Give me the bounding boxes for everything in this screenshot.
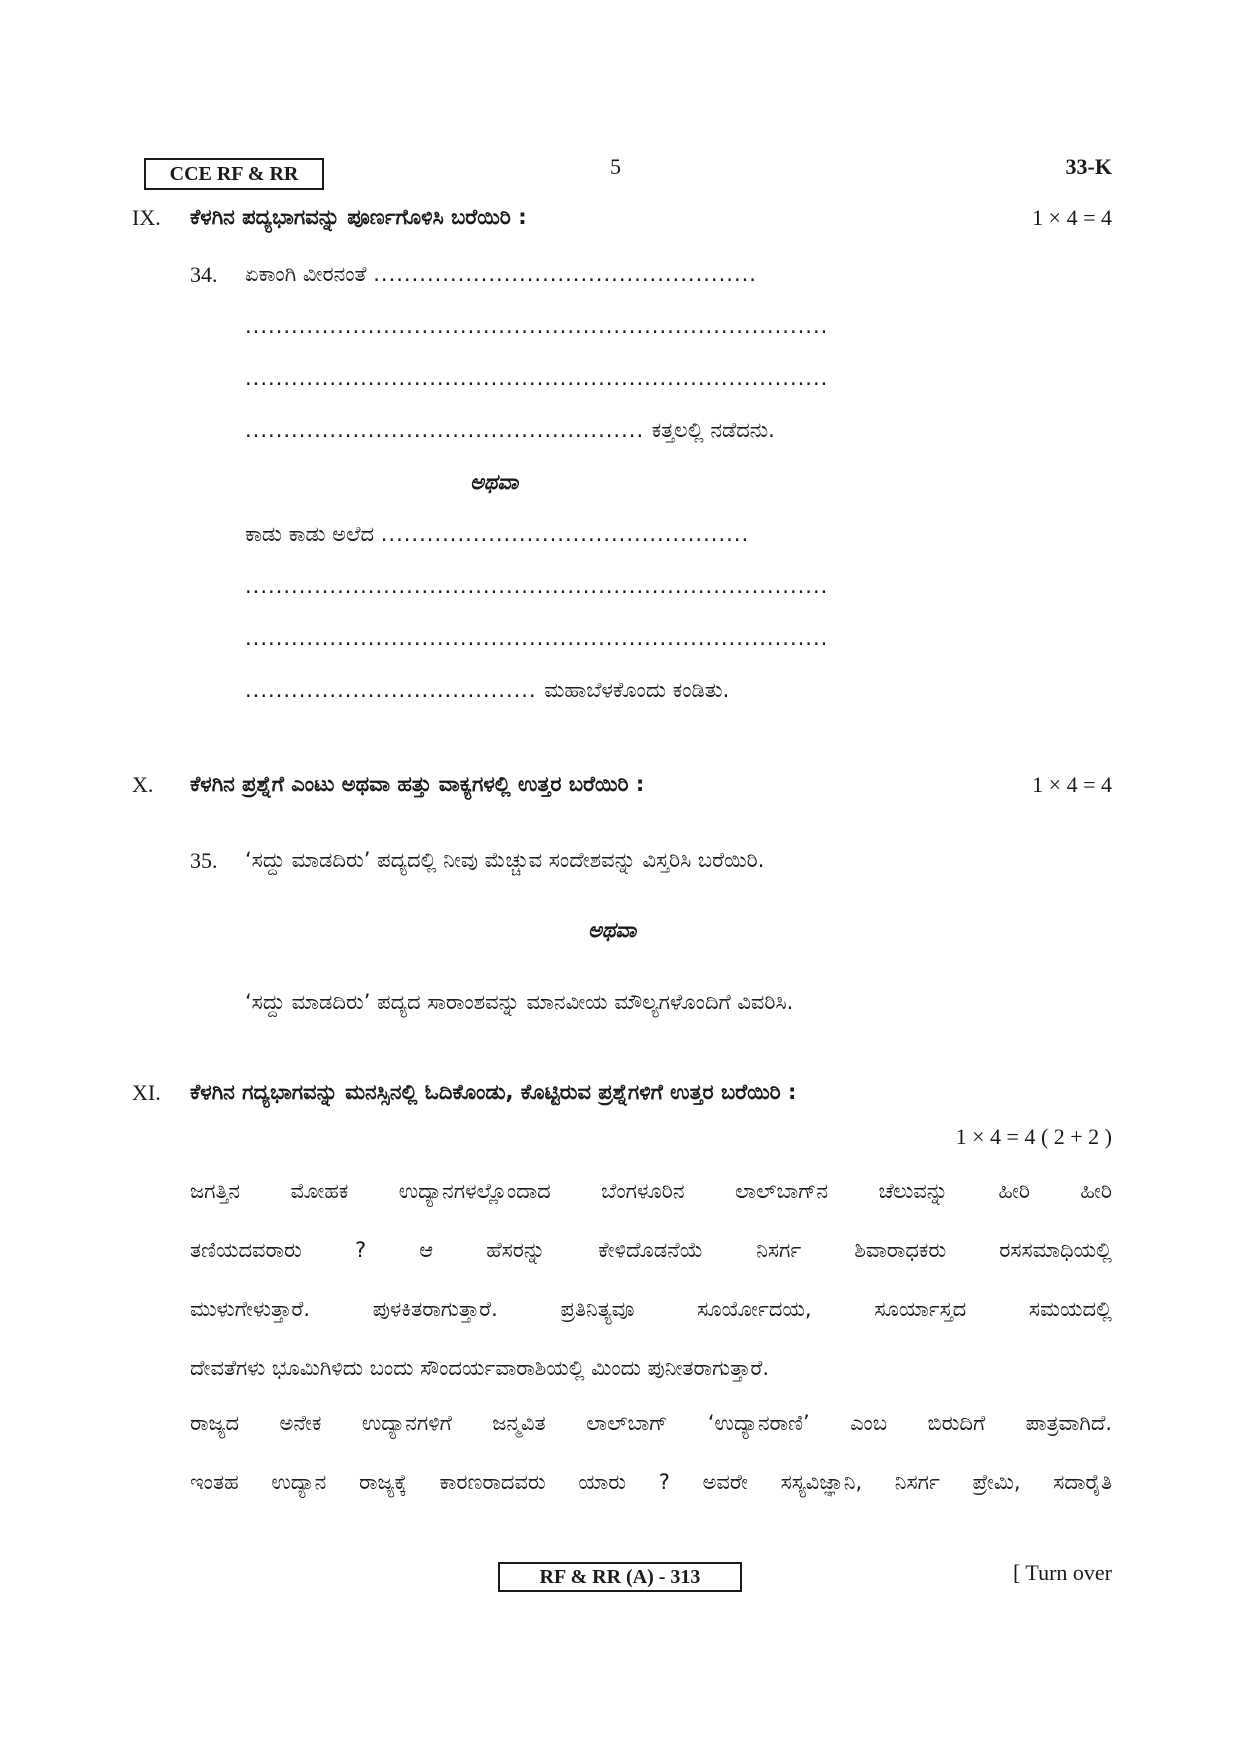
passage-paragraph-2 bbox=[190, 1394, 1112, 1512]
section-x-marks: 1 × 4 = 4 bbox=[1032, 772, 1112, 797]
passage-line: ಇಂತಹ ಉದ್ಯಾನ ರಾಜ್ಯಕ್ಕೆ ಕಾರಣರಾದವರು ಯಾರು ? ಅವರೇ ಸಸ್ಯವಿಜ್ಞಾನಿ, ನಿಸರ್ಗ ಪ್ರೇಮಿ, ಸದಾರೈತಿ bbox=[190, 1470, 1112, 1494]
section-xi-instruction: ಕೆಳಗಿನ ಗದ್ಯಭಾಗವನ್ನು ಮನಸ್ಸಿನಲ್ಲಿ ಓದಿಕೊಂಡು, ಕೊಟ್ಟಿರುವ ಪ್ರಶ್ನೆಗಳಿಗೆ ಉತ್ತರ ಬರೆಯಿರಿ : bbox=[190, 1080, 797, 1104]
poem-option2-line3-blank: ............................................................................ bbox=[245, 626, 829, 650]
poem-option1-start: ಏಕಾಂಗಿ ವೀರನಂತೆ bbox=[245, 262, 367, 286]
passage-line: ರಾಜ್ಯದ ಅನೇಕ ಉದ್ಯಾನಗಳಿಗೆ ಜನ್ಮವಿತ ಲಾಲ್‌ಬಾಗ್ ‘ಉದ್ಯಾನರಾಣಿ’ ಎಂಬ ಬಿರುದಿಗೆ ಪಾತ್ರವಾಗಿದೆ. bbox=[190, 1411, 1112, 1435]
section-x-instruction: ಕೆಳಗಿನ ಪ್ರಶ್ನೆಗೆ ಎಂಟು ಅಥವಾ ಹತ್ತು ವಾಕ್ಯಗಳಲ್ಲಿ ಉತ್ತರ ಬರೆಯಿರಿ : bbox=[190, 772, 645, 796]
turn-over-note: [ Turn over bbox=[1012, 1560, 1112, 1585]
poem-option1-line2-blank: ............................................................................ bbox=[245, 314, 829, 338]
passage-paragraph-1 bbox=[190, 1162, 1112, 1398]
fill-blank: .................................................. bbox=[373, 262, 757, 286]
section-number-xi: XI. bbox=[132, 1080, 161, 1105]
section-number-ix: IX. bbox=[132, 205, 161, 230]
section-xi-marks: 1 × 4 = 4 ( 2 + 2 ) bbox=[955, 1124, 1112, 1149]
paper-code: 33-K bbox=[1065, 154, 1112, 179]
page-number: 5 bbox=[610, 154, 621, 179]
fill-blank: ...................................... bbox=[245, 678, 545, 702]
question-number-34: 34. bbox=[190, 262, 218, 287]
question-number-35: 35. bbox=[190, 848, 218, 873]
poem-option2-line1 bbox=[245, 522, 749, 547]
passage-line: ದೇವತೆಗಳು ಭೂಮಿಗಿಳಿದು ಬಂದು ಸೌಂದರ್ಯವಾರಾಶಿಯಲ್ಲಿ ಮಿಂದು ಪುನೀತರಾಗುತ್ತಾರೆ. bbox=[190, 1356, 770, 1380]
passage-line: ಜಗತ್ತಿನ ಮೋಹಕ ಉದ್ಯಾನಗಳಲ್ಲೊಂದಾದ ಬೆಂಗಳೂರಿನ ಲಾಲ್‌ಬಾಗ್‌ನ ಚೆಲುವನ್ನು ಹೀರಿ ಹೀರಿ bbox=[190, 1179, 1112, 1203]
fill-blank: ................................................ bbox=[380, 522, 750, 546]
section-ix-marks: 1 × 4 = 4 bbox=[1032, 205, 1112, 230]
poem-option2-line2-blank: ............................................................................ bbox=[245, 574, 829, 598]
question-35-option1: ‘ಸದ್ದು ಮಾಡದಿರು’ ಪದ್ಯದಲ್ಲಿ ನೀವು ಮೆಚ್ಚುವ ಸಂದೇಶವನ್ನು ವಿಸ್ತರಿಸಿ ಬರೆಯಿರಿ. bbox=[245, 848, 765, 872]
passage-line: ಮುಳುಗೇಳುತ್ತಾರೆ. ಪುಳಕಿತರಾಗುತ್ತಾರೆ. ಪ್ರತಿನಿತ್ಯವೂ ಸೂರ್ಯೋದಯ, ಸೂರ್ಯಾಸ್ತದ ಸಮಯದಲ್ಲಿ bbox=[190, 1297, 1112, 1321]
or-separator-x: ಅಥವಾ bbox=[588, 918, 637, 942]
poem-option1-end: ಕತ್ತಲಲ್ಲಿ ನಡೆದನು. bbox=[651, 418, 775, 442]
poem-option1-line1 bbox=[245, 262, 757, 287]
poem-option1-line3-blank: ............................................................................ bbox=[245, 366, 829, 390]
fill-blank: .................................................... bbox=[245, 418, 652, 442]
question-35-option2: ‘ಸದ್ದು ಮಾಡದಿರು’ ಪದ್ಯದ ಸಾರಾಂಶವನ್ನು ಮಾನವೀಯ ಮೌಲ್ಯಗಳೊಂದಿಗೆ ವಿವರಿಸಿ. bbox=[245, 990, 794, 1014]
section-number-x: X. bbox=[132, 772, 154, 797]
passage-line: ತಣಿಯದವರಾರು ? ಆ ಹೆಸರನ್ನು ಕೇಳಿದೊಡನೆಯೆ ನಿಸರ್ಗ ಶಿವಾರಾಧಕರು ರಸಸಮಾಧಿಯಲ್ಲಿ bbox=[190, 1238, 1112, 1262]
paper-series-box: CCE RF & RR bbox=[144, 158, 324, 190]
section-ix-instruction: ಕೆಳಗಿನ ಪದ್ಯಭಾಗವನ್ನು ಪೂರ್ಣಗೊಳಿಸಿ ಬರೆಯಿರಿ : bbox=[190, 205, 527, 229]
or-separator-ix: ಅಥವಾ bbox=[470, 470, 519, 494]
poem-option1-line4 bbox=[245, 418, 775, 443]
poem-option2-start: ಕಾಡು ಕಾಡು ಅಲೆದ bbox=[245, 522, 375, 546]
poem-option2-end: ಮಹಾಬೆಳಕೊಂದು ಕಂಡಿತು. bbox=[544, 678, 730, 702]
footer-paper-code-box: RF & RR (A) - 313 bbox=[498, 1562, 742, 1592]
poem-option2-line4 bbox=[245, 678, 729, 703]
